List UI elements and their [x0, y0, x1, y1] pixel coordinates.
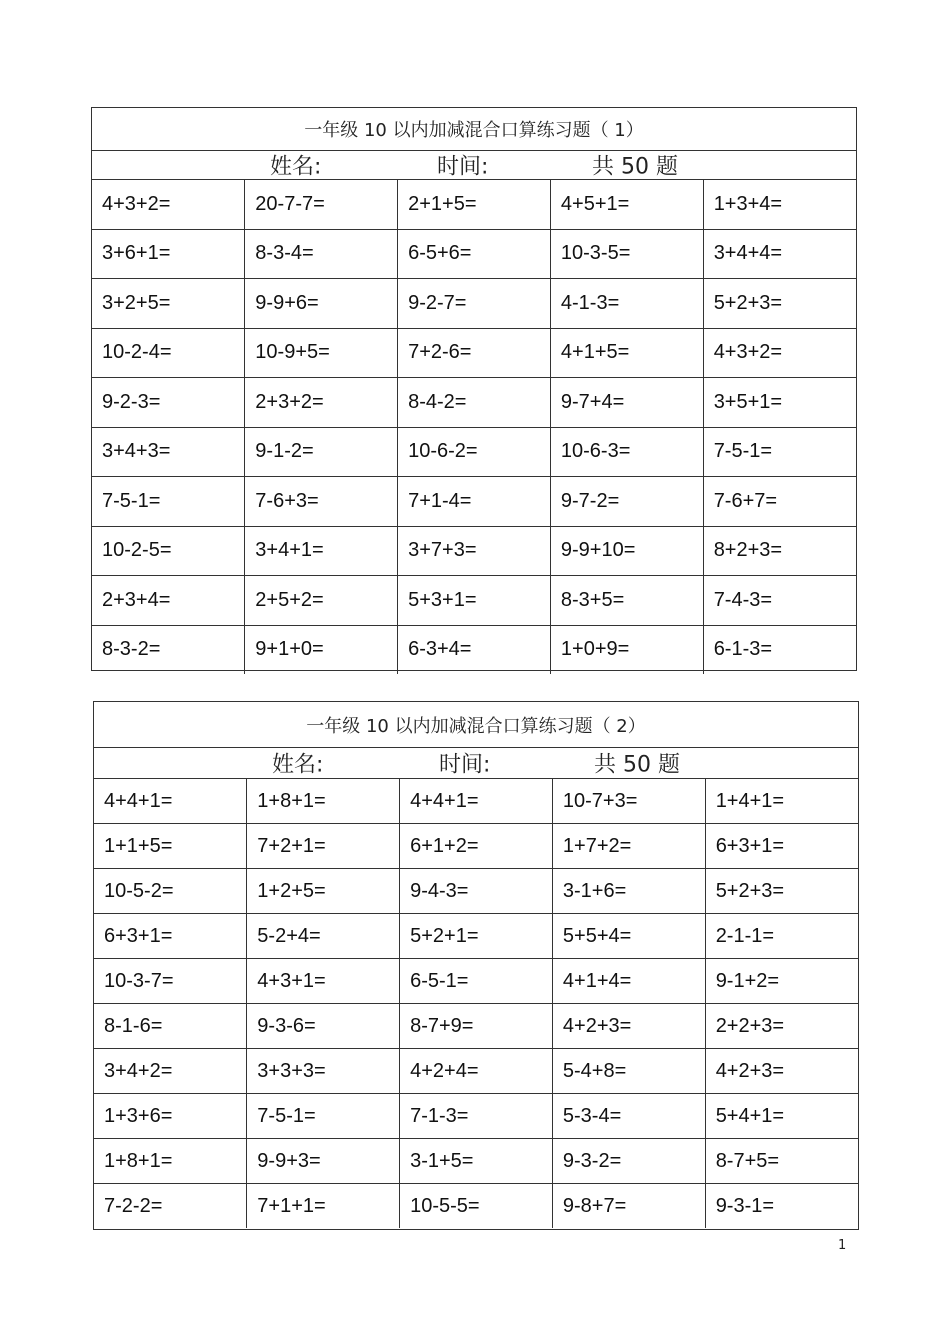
problem-cell: 9-4-3=: [400, 869, 553, 914]
problem-cell: 5-3-4=: [552, 1094, 705, 1139]
problem-cell: 9+1+0=: [245, 625, 398, 674]
problem-cell: 4+2+3=: [705, 1049, 858, 1094]
problem-row: [92, 576, 856, 626]
problem-grid: [94, 779, 858, 1228]
problem-cell: 6+1+2=: [400, 824, 553, 869]
problem-cell: 4+2+4=: [400, 1049, 553, 1094]
problem-row: [92, 279, 856, 329]
problem-cell: 10-3-5=: [550, 229, 703, 279]
problem-cell: 8-3-4=: [245, 229, 398, 279]
problem-cell: 5+4+1=: [705, 1094, 858, 1139]
problem-cell: 1+1+5=: [94, 824, 247, 869]
problem-row: [92, 328, 856, 378]
problem-cell: 4+5+1=: [550, 180, 703, 229]
problem-cell: 5+2+3=: [705, 869, 858, 914]
problem-cell: 10-3-7=: [94, 959, 247, 1004]
worksheet-1: [91, 107, 857, 671]
problem-cell: 3+4+3=: [92, 427, 245, 477]
problem-cell: 2+2+3=: [705, 1004, 858, 1049]
problem-cell: 10-2-4=: [92, 328, 245, 378]
problem-cell: 6+3+1=: [705, 824, 858, 869]
problem-cell: 4+1+4=: [552, 959, 705, 1004]
problem-cell: 9-1-2=: [245, 427, 398, 477]
problem-cell: 10-5-2=: [94, 869, 247, 914]
problem-row: [92, 625, 856, 674]
problem-cell: 7+2-6=: [398, 328, 551, 378]
problem-cell: 9-1+2=: [705, 959, 858, 1004]
info-row: [92, 151, 856, 180]
problem-cell: 4+4+1=: [400, 779, 553, 824]
problem-cell: 10-6-3=: [550, 427, 703, 477]
problem-row: [94, 1094, 858, 1139]
problem-cell: 3+4+4=: [703, 229, 856, 279]
problem-grid: [92, 180, 856, 674]
problem-row: [92, 427, 856, 477]
problem-cell: 9-2-3=: [92, 378, 245, 428]
name-label: 姓名:: [270, 154, 322, 180]
problem-cell: 6-1-3=: [713, 638, 773, 661]
problem-cell: 6-3+4=: [398, 625, 551, 674]
total-label: 共 50 题: [592, 154, 678, 180]
problem-cell: 3+6+1=: [92, 229, 245, 279]
problem-cell: 6-5-1=: [400, 959, 553, 1004]
problem-cell: 5-4+8=: [552, 1049, 705, 1094]
problem-cell: 20-7-7=: [245, 180, 398, 229]
problem-cell: 3+4+1=: [245, 526, 398, 576]
name-label: 姓名:: [272, 752, 324, 778]
problem-cell: 1+7+2=: [552, 824, 705, 869]
problem-cell: 1+2+5=: [247, 869, 400, 914]
problem-cell: 2+1+5=: [398, 180, 551, 229]
problem-cell: 9-9+6=: [245, 279, 398, 329]
problem-cell: 8-3+5=: [550, 576, 703, 626]
problem-cell: 9-9+3=: [247, 1139, 400, 1184]
problem-cell: 3+7+3=: [398, 526, 551, 576]
problem-cell: 8-4-2=: [398, 378, 551, 428]
problem-row: [94, 869, 858, 914]
problem-cell: 2+3+4=: [92, 576, 245, 626]
problem-cell: 9-3-6=: [247, 1004, 400, 1049]
info-row: [94, 748, 858, 779]
problem-cell: 7-5-1=: [247, 1094, 400, 1139]
problem-cell: 3+2+5=: [92, 279, 245, 329]
problem-cell: 4+3+2=: [92, 180, 245, 229]
problem-cell: 4+3+2=: [703, 328, 856, 378]
problem-cell: 5-2+4=: [247, 914, 400, 959]
problem-cell: 7+1+1=: [247, 1184, 400, 1229]
problem-cell: 4+1+5=: [550, 328, 703, 378]
problem-cell: 9-2-7=: [398, 279, 551, 329]
problem-cell: 1+0+9=: [550, 625, 703, 674]
total-label: 共 50 题: [594, 752, 680, 778]
problem-cell: 5+2+3=: [703, 279, 856, 329]
problem-cell: 5+3+1=: [398, 576, 551, 626]
problem-cell: 3+3+3=: [247, 1049, 400, 1094]
worksheet-2: [93, 701, 859, 1230]
problem-cell: 5+5+4=: [552, 914, 705, 959]
problem-cell: 8-1-6=: [94, 1004, 247, 1049]
problem-cell: 7-6+3=: [245, 477, 398, 527]
problem-cell: 7-6+7=: [703, 477, 856, 527]
problem-cell: 10-6-2=: [398, 427, 551, 477]
time-label: 时间:: [439, 752, 491, 778]
problem-row: [94, 959, 858, 1004]
problem-cell: 4+4+1=: [94, 779, 247, 824]
problem-cell: 1+3+4=: [703, 180, 856, 229]
problem-cell: 7-1-3=: [400, 1094, 553, 1139]
worksheet-title: 一年级 10 以内加减混合口算练习题（ 2）: [94, 702, 858, 748]
problem-cell: 1+4+1=: [705, 779, 858, 824]
problem-cell: 9-7-2=: [550, 477, 703, 527]
problem-cell: 5+2+1=: [400, 914, 553, 959]
problem-cell: 3+5+1=: [703, 378, 856, 428]
problem-cell: 9-7+4=: [550, 378, 703, 428]
problem-row: [94, 1049, 858, 1094]
problem-row: [94, 1139, 858, 1184]
problem-row: [92, 477, 856, 527]
problem-row: [94, 1184, 858, 1229]
problem-row: [94, 1004, 858, 1049]
problem-cell: 8+2+3=: [703, 526, 856, 576]
problem-cell: 4+2+3=: [552, 1004, 705, 1049]
problem-cell: 3-1+5=: [400, 1139, 553, 1184]
page-number: 1: [838, 1238, 847, 1253]
problem-row: [94, 914, 858, 959]
problem-cell: 4+3+1=: [247, 959, 400, 1004]
problem-cell: 8-7+9=: [400, 1004, 553, 1049]
problem-cell: 10-5-5=: [400, 1184, 553, 1229]
problem-cell: 7-2-2=: [94, 1184, 247, 1229]
problem-row: [92, 526, 856, 576]
problem-cell: 9-8+7=: [552, 1184, 705, 1229]
problem-row: [92, 378, 856, 428]
problem-cell: 8-3-2=: [92, 625, 245, 674]
problem-cell: 9-3-1=: [715, 1194, 775, 1217]
problem-cell: 2+5+2=: [245, 576, 398, 626]
problem-row: [92, 180, 856, 229]
problem-cell: 10-9+5=: [245, 328, 398, 378]
problem-cell: 7-4-3=: [703, 576, 856, 626]
problem-cell: 7+1-4=: [398, 477, 551, 527]
problem-cell: 2-1-1=: [705, 914, 858, 959]
problem-row: [94, 779, 858, 824]
problem-row: [92, 229, 856, 279]
problem-cell: 10-2-5=: [92, 526, 245, 576]
problem-row: [94, 824, 858, 869]
problem-cell: 6-5+6=: [398, 229, 551, 279]
problem-cell: 4-1-3=: [550, 279, 703, 329]
problem-cell: 2+3+2=: [245, 378, 398, 428]
problem-cell: 1+8+1=: [247, 779, 400, 824]
worksheet-title: 一年级 10 以内加减混合口算练习题（ 1）: [92, 108, 856, 151]
problem-cell: 7-5-1=: [703, 427, 856, 477]
problem-cell: 1+3+6=: [94, 1094, 247, 1139]
problem-cell: 10-7+3=: [552, 779, 705, 824]
problem-cell: 6+3+1=: [94, 914, 247, 959]
problem-cell: 7+2+1=: [247, 824, 400, 869]
problem-cell: 1+8+1=: [94, 1139, 247, 1184]
time-label: 时间:: [437, 154, 489, 180]
problem-cell: 8-7+5=: [705, 1139, 858, 1184]
problem-cell: 9-3-2=: [552, 1139, 705, 1184]
problem-cell: 9-9+10=: [550, 526, 703, 576]
problem-cell: 7-5-1=: [92, 477, 245, 527]
problem-cell: 3+4+2=: [94, 1049, 247, 1094]
problem-cell: 3-1+6=: [552, 869, 705, 914]
